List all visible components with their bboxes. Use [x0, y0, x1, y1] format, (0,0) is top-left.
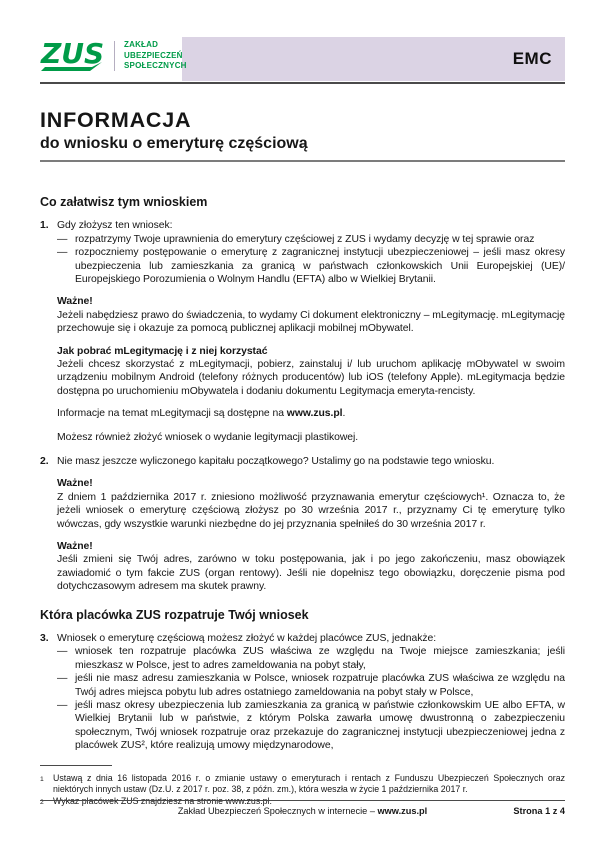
important-label: Ważne! — [57, 478, 93, 490]
info-text-post: . — [342, 408, 346, 420]
org-name-line: UBEZPIECZEŃ — [124, 50, 183, 60]
item-text: Nie masz jeszcze wyliczonego kapitału początkowego? Ustalimy go na podstawie tego wniosku. — [57, 455, 495, 467]
dash-marker: — — [57, 247, 68, 259]
form-code: EMC — [512, 49, 552, 68]
bullet-text: rozpoczniemy postępowanie o emeryturę z zagranicznej instytucji ubezpieczeniowej – jeśli masz okresy ubezpieczenia lub zamieszkania za granicą w państwach członkowskich Unii Europejskiej (UE)/ Europejskiego Porozumienia o Wolnym Handlu (EFTA) albo w Wielkiej Brytanii. — [75, 247, 565, 286]
numbered-item-2 — [40, 455, 565, 468]
dash-marker: — — [57, 673, 68, 685]
important-note-3 — [57, 540, 565, 594]
bullet-item — [57, 233, 565, 246]
footer-text-pre: Zakład Ubezpieczeń Społecznych w internecie – — [177, 806, 378, 816]
page-number: Strona 1 z 4 — [513, 806, 565, 816]
how-to-text: Jeżeli chcesz skorzystać z mLegitymacji, pobierz, zainstaluj i/ lub uruchom aplikację mObywatel w swoim urządzeniu mobilnym Android (telefony różnych producentów) lub iOS (telefony Apple). mLegitymacja będzie dostępna po uruchomieniu mObywatela i dodaniu dokumentu Legitymacja emeryta-rencisty. — [57, 359, 565, 397]
subheading-how-to: Jak pobrać mLegitymację i z niej korzystać — [57, 345, 268, 357]
zus-logo-text: ZUS — [41, 37, 105, 70]
org-name — [124, 40, 187, 72]
bullet-text: jeśli masz okresy ubezpieczenia lub zamieszkania za granicą w państwie członkowskim UE albo EFTA, w Wielkiej Brytanii lub w państwie, z którym Polska zawarła umowę dwustronną o zabezpieczeniu społecznym, Twój wniosek rozpatruje oraz przekazuje do zagranicznej instytucji ubezpieczeniowej jedna z placówek ZUS², które realizują umowy międzynarodowe, — [75, 699, 565, 752]
bullet-item — [57, 672, 565, 699]
title-divider — [40, 160, 565, 162]
section-heading-ktora-placowka: Która placówka ZUS rozpatruje Twój wniosek — [40, 607, 309, 622]
item-number: 1. — [40, 220, 49, 232]
important-label: Ważne! — [57, 540, 93, 552]
footer-zus-url: www.zus.pl — [377, 806, 428, 816]
org-name-line: SPOŁECZNYCH — [124, 61, 187, 71]
numbered-item-1 — [40, 219, 565, 286]
bullet-item — [57, 645, 565, 672]
dash-marker: — — [57, 699, 68, 711]
important-text: Jeśli zmieni się Twój adres, zarówno w toku postępowania, jak i po jego zakończeniu, masz obowiązek zawiadomić o tym fakcie ZUS (organ rentowy). Jeśli nie dopełnisz tego obowiązku, doręczenie pisma pod dotychczasowym adresem ma skutek prawny. — [57, 554, 565, 593]
important-note-1 — [57, 295, 565, 335]
page-footer — [40, 800, 565, 816]
zus-url: www.zus.pl — [286, 408, 343, 420]
form-code-band — [182, 37, 565, 81]
item-lead: Gdy złożysz ten wniosek: — [57, 220, 173, 232]
item-lead: Wniosek o emeryturę częściową możesz złożyć w każdej placówce ZUS, jednakże: — [57, 632, 437, 644]
page-subtitle: do wniosku o emeryturę częściową — [40, 135, 308, 152]
important-label: Ważne! — [57, 296, 93, 308]
footnote-1 — [40, 773, 565, 796]
zus-logo-icon — [40, 35, 106, 77]
item-number: 3. — [40, 632, 49, 644]
dash-marker: — — [57, 646, 68, 658]
zus-logo — [40, 35, 187, 77]
header — [40, 33, 565, 84]
document-body — [40, 196, 565, 808]
important-text: Jeżeli nabędziesz prawo do świadczenia, to wydamy Ci dokument elektroniczny – mLegitymację. mLegitymację przechowuje się i okazuje za pomocą publicznej aplikacji mobilnej mObywatel. — [57, 309, 565, 335]
bullet-text: rozpatrzymy Twoje uprawnienia do emerytury częściowej z ZUS i wydamy decyzję w tej sprawie oraz — [75, 233, 535, 245]
footnote-text: Wykaz placówek ZUS znajdziesz na stronie www.zus.pl. — [53, 795, 272, 806]
footnote-text: Ustawą z dnia 16 listopada 2016 r. o zmianie ustawy o emeryturach i rentach z Funduszu Ubezpieczeń Społecznych oraz niektórych innych ustaw (Dz.U. z 2017 r. poz. 38, z późn. zm.), która weszła w życie 1 października 2017 r. — [53, 772, 565, 795]
item-number: 2. — [40, 455, 49, 467]
page-title: INFORMACJA — [40, 108, 192, 132]
footnote-divider — [40, 765, 112, 766]
info-text-pre: Informacje na temat mLegitymacji są dostępne na — [57, 408, 287, 420]
footnote-marker: 1 — [40, 775, 44, 783]
bullet-text: jeśli nie masz adresu zamieszkania w Polsce, wniosek rozpatruje placówka ZUS właściwa ze względu na Twój adres miejsca pobytu lub adres ostatniego zameldowania na pobyt stały w Polsce, — [75, 673, 565, 698]
important-text: Z dniem 1 października 2017 r. zniesiono możliwość przyznawania emerytur częściowych¹. Oznacza to, że jeżeli wniosek o emeryturę częściową złożysz po 30 września 2017 r., przyznamy Ci tę emeryturę tylko wówczas, gdy wszystkie warunki niezbędne do jej przyznania spełniłeś do 30 września 2017 r. — [57, 491, 565, 530]
important-note-2 — [57, 477, 565, 531]
bullet-item — [57, 246, 565, 286]
title-block — [40, 108, 565, 162]
section-heading-co-zalatwisz: Co załatwisz tym wnioskiem — [40, 195, 208, 209]
footer-text — [40, 806, 565, 816]
dash-marker: — — [57, 233, 68, 245]
logo-divider — [114, 41, 115, 71]
paragraph-mlegitymacja-info — [57, 407, 565, 420]
footnote-marker: 2 — [40, 798, 44, 806]
numbered-item-3 — [40, 632, 565, 753]
paragraph-plastic-card: Możesz również złożyć wniosek o wydanie legitymacji plastikowej. — [57, 432, 359, 444]
org-name-line: ZAKŁAD — [124, 40, 159, 50]
how-to-mlegitymacja — [57, 345, 565, 399]
bullet-item — [57, 699, 565, 753]
bullet-text: wniosek ten rozpatruje placówka ZUS właściwa ze względu na Twoje miejsce zamieszkania; jeśli mieszkasz w Polsce, jest to adres zameldowania na pobyt stały, — [75, 646, 565, 671]
